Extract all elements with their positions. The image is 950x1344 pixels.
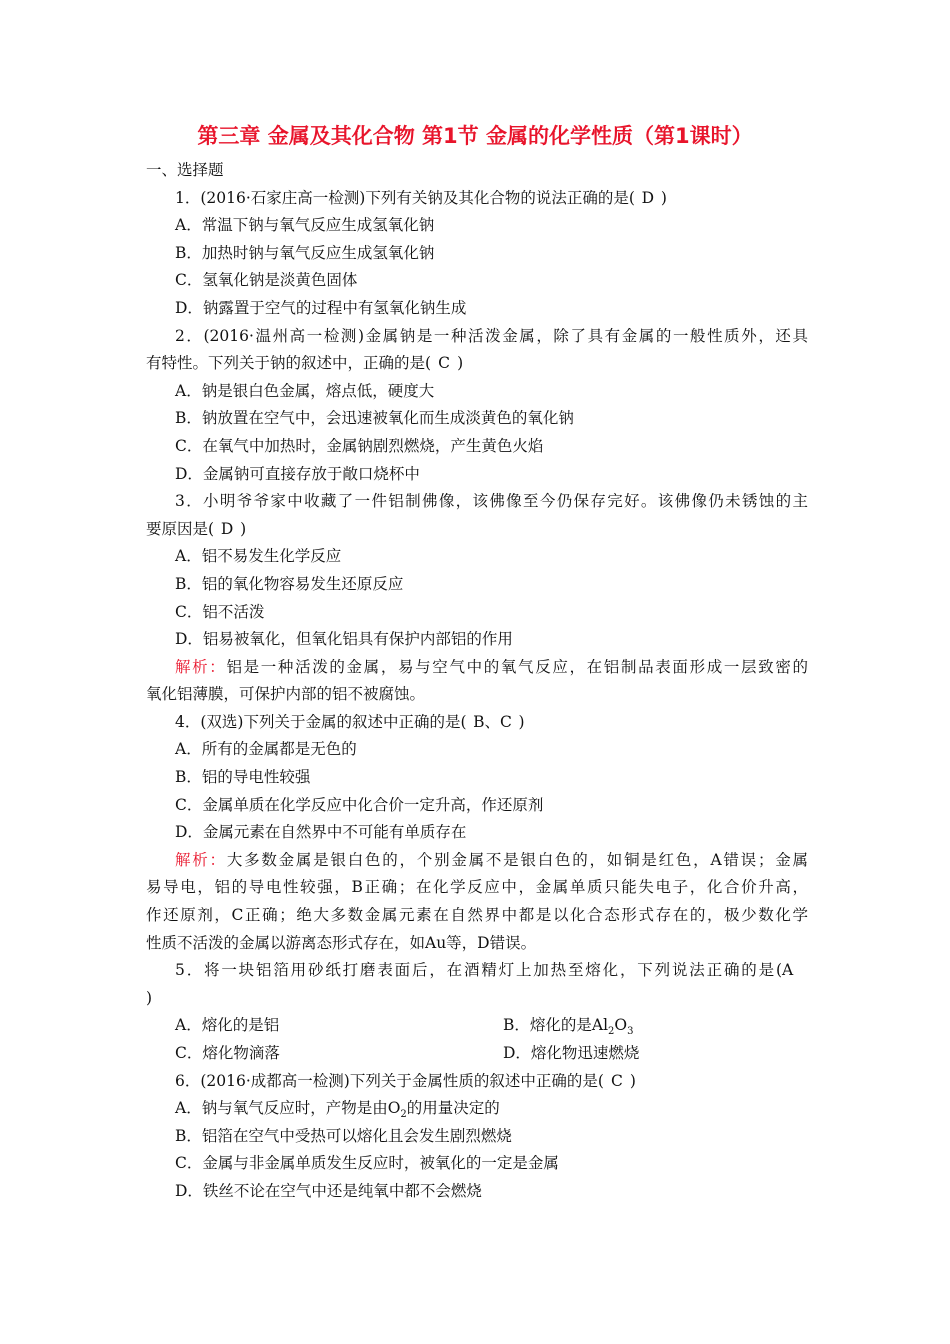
q6-stem: 6．(2016·成都高一检测)下列关于金属性质的叙述中正确的是( C ) xyxy=(146,1068,808,1096)
q1-option-c: C．氢氧化钠是淡黄色固体 xyxy=(175,271,358,290)
q3-option-b: B．铝的氧化物容易发生还原反应 xyxy=(175,574,404,593)
q2-option-d: D．金属钠可直接存放于敞口烧杯中 xyxy=(175,464,420,483)
page-title: 第三章 金属及其化合物 第1节 金属的化学性质（第1课时） xyxy=(197,124,753,148)
q5-options-row2 xyxy=(146,1040,808,1068)
q4-analysis-line1: 解析：大多数金属是银白色的，个别金属不是银白色的，如铜是红色，A错误；金属 xyxy=(175,850,808,869)
q3-analysis-line1: 解析：铝是一种活泼的金属，易与空气中的氧气反应，在铝制品表面形成一层致密的 xyxy=(175,657,808,676)
q6-answer: C xyxy=(610,1071,623,1090)
q3-analysis-line2: 氧化铝薄膜，可保护内部的铝不被腐蚀。 xyxy=(146,685,426,704)
q4-option-a: A．所有的金属都是无色的 xyxy=(175,740,357,759)
q2-answer: C xyxy=(438,354,450,373)
q4-stem: 4．(双选)下列关于金属的叙述中正确的是( B、C ) xyxy=(146,709,808,737)
q1-option-d: D．钠露置于空气的过程中有氢氧化钠生成 xyxy=(175,298,467,317)
q3-option-c: C．铝不活泼 xyxy=(175,602,265,621)
q6-option-d: D．铁丝不论在空气中还是纯氧中都不会燃烧 xyxy=(175,1181,482,1200)
q4-answer: B、C xyxy=(473,712,512,731)
q4-analysis-line2: 易导电，铝的导电性较强，B正确；在化学反应中，金属单质只能失电子，化合价升高， xyxy=(146,878,808,897)
q4-analysis-label: 解析： xyxy=(175,850,227,869)
q6-option-a: A．钠与氧气反应时，产物是由$O_2$的用量决定的 xyxy=(175,1099,500,1121)
q6-option-c: C．金属与非金属单质发生反应时，被氧化的一定是金属 xyxy=(175,1154,559,1173)
q5-option-a: A．熔化的是铝 xyxy=(175,1016,280,1035)
q5-option-b: B．熔化的是$Al_2O_3$ xyxy=(503,1016,634,1038)
q5-stem-close: ) xyxy=(146,988,153,1007)
q4-analysis-line4: 性质不活泼的金属以游离态形式存在，如Au等，D错误。 xyxy=(146,933,537,952)
q5-option-d: D．熔化物迅速燃烧 xyxy=(503,1044,640,1062)
q3-stem-line2: 要原因是( D ) xyxy=(146,516,808,544)
q1-option-b: B．加热时钠与氧气反应生成氢氧化钠 xyxy=(175,243,435,262)
q3-analysis-label: 解析： xyxy=(175,657,227,676)
q5-option-c: C．熔化物滴落 xyxy=(175,1044,280,1062)
q4-option-b: B．铝的导电性较强 xyxy=(175,768,311,787)
q5-answer: A xyxy=(782,961,794,980)
q2-option-b: B．钠放置在空气中，会迅速被氧化而生成淡黄色的氧化钠 xyxy=(175,409,574,428)
q2-stem-line1: 2．(2016·温州高一检测)金属钠是一种活泼金属，除了具有金属的一般性质外，还具 xyxy=(175,326,808,345)
q2-option-c: C．在氧气中加热时，金属钠剧烈燃烧，产生黄色火焰 xyxy=(175,436,544,455)
q1-stem: 1．(2016·石家庄高一检测)下列有关钠及其化合物的说法正确的是( D ) xyxy=(146,185,808,213)
q4-option-c: C．金属单质在化学反应中化合价一定升高，作还原剂 xyxy=(175,795,544,814)
exercise-content xyxy=(146,157,808,1206)
q6-option-b: B．铝箔在空气中受热可以熔化且会发生剧烈燃烧 xyxy=(175,1126,512,1145)
q3-option-a: A．铝不易发生化学反应 xyxy=(175,547,342,566)
q3-stem-line1: 3．小明爷爷家中收藏了一件铝制佛像，该佛像至今仍保存完好。该佛像仍未锈蚀的主 xyxy=(175,492,808,511)
q1-answer: D xyxy=(641,188,655,207)
q1-option-a: A．常温下钠与氧气反应生成氢氧化钠 xyxy=(175,216,435,235)
q5-options-row1 xyxy=(146,1012,808,1040)
q3-option-d: D．铝易被氧化，但氧化铝具有保护内部铝的作用 xyxy=(175,630,513,649)
q4-option-d: D．金属元素在自然界中不可能有单质存在 xyxy=(175,823,467,842)
q3-answer: D xyxy=(220,519,234,538)
q2-stem-line2: 有特性。下列关于钠的叙述中，正确的是( C ) xyxy=(146,350,808,378)
q2-option-a: A．钠是银白色金属，熔点低，硬度大 xyxy=(175,381,435,400)
q5-stem: 5．将一块铝箔用砂纸打磨表面后，在酒精灯上加热至熔化，下列说法正确的是(A xyxy=(146,957,808,985)
section-heading: 一、选择题 xyxy=(146,161,224,179)
q4-analysis-line3: 作还原剂，C正确；绝大多数金属元素在自然界中都是以化合态形式存在的，极少数化学 xyxy=(146,906,808,925)
